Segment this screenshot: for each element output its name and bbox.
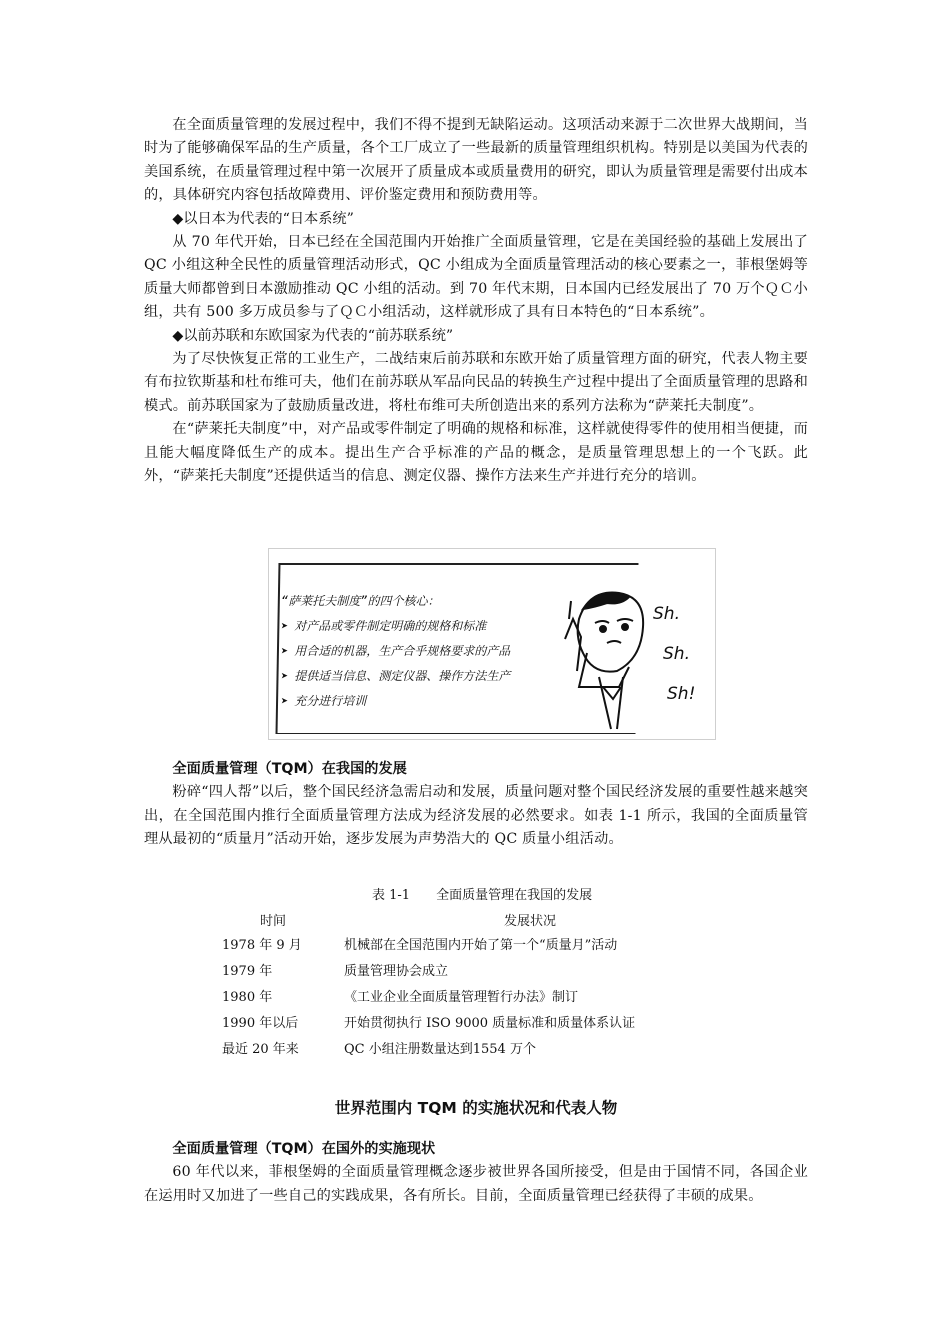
paragraph-soviet: 为了尽快恢复正常的工业生产，二战结束后前苏联和东欧开始了质量管理方面的研究，代表人物主要有布拉钦斯基和杜布维可夫，他们在前苏联从军品向民品的转换生产过程中提出了全面质量管理的思路和模式。前苏联国家为了鼓励质量改进，将杜布维可夫所创造出来的系列方法称为“萨莱托夫制度”。 [144,351,808,414]
figure-item: ➤ 对产品或零件制定明确的规格和标准 [281,619,487,633]
document-body [144,114,808,489]
paragraph-foreign: 60 年代以来，菲根堡姆的全面质量管理概念逐步被世界各国所接受，但是由于国情不同，各国企业在运用时又加进了一些自己的实践成果，各有所长。目前，全面质量管理已经获得了丰硕的成果。 [144,1164,808,1204]
cell-status: 《工业企业全面质量管理暂行办法》制订 [344,989,579,1005]
paragraph-domestic: 粉碎“四人帮”以后，整个国民经济急需启动和发展，质量问题对整个国民经济发展的重要性越来越突出，在全国范围内推行全面质量管理方法成为经济发展的必然要求。如表 1-1 所示，我国的全面质量管理从最初的“质量月”活动开始，逐步发展为声势浩大的 QC 质量小组活动。 [144,784,808,848]
bubble-text-2: Sh. [663,644,690,664]
bullet-soviet-system: ◆以前苏联和东欧国家为代表的“前苏联系统” [172,327,454,344]
figure-list [281,589,510,714]
cell-status: 机械部在全国范围内开始了第一个“质量月”活动 [344,937,618,953]
section-domestic [144,758,808,852]
cell-status: 质量管理协会成立 [344,963,449,979]
arrow-icon: ➤ [281,619,289,633]
figure-item: ➤ 提供适当信息、测定仪器、操作方法生产 [281,669,511,683]
paragraph-zero-defects: 在全面质量管理的发展过程中，我们不得不提到无缺陷运动。这项活动来源于二次世界大战期间，当时为了能够确保军品的生产质量，各个工厂成立了一些最新的质量管理组织机构。特别是以美国为代表的美国系统，在质量管理过程中第一次展开了质量成本或质量费用的研究，即认为质量管理是需要付出成本的，具体研究内容包括故障费用、评价鉴定费用和预防费用等。 [144,117,808,204]
cell-time: 最近 20 年来 [222,1041,299,1057]
section-title-world: 世界范围内 TQM 的实施状况和代表人物 [334,1099,618,1117]
arrow-icon: ➤ [281,669,289,683]
cell-status: 开始贯彻执行 ISO 9000 质量标准和质量体系认证 [344,1015,636,1031]
table-row [222,1034,704,1060]
figure-item: ➤ 用合适的机器，生产合乎规格要求的产品 [281,644,511,658]
heading-foreign-tqm: 全面质量管理（TQM）在国外的实施现状 [172,1141,436,1157]
cell-time: 1980 年 [222,989,273,1005]
header-status: 发展状况 [504,913,557,929]
cell-status: QC 小组注册数量达到1554 万个 [344,1041,536,1057]
bubble-text-3: Sh! [667,684,696,704]
table-row [222,930,704,956]
development-table [222,908,704,1060]
table-caption: 表 1-1 全面质量管理在我国的发展 [372,888,593,903]
cell-time: 1978 年 9 月 [222,937,302,953]
figure-title: “萨莱托夫制度”的四个核心： [281,594,440,608]
shushing-man-illustration [559,579,709,735]
bubble-text-1: Sh. [653,604,680,624]
figure-item: ➤ 充分进行培训 [281,694,367,708]
section-world [144,1096,808,1208]
paragraph-japan: 从 70 年代开始，日本已经在全国范围内开始推广全面质量管理，它是在美国经验的基础上发展出了 QC 小组这种全民性的质量管理活动形式，QC 小组成为全面质量管理活动的核心要素之一，菲根堡姆等质量大师都曾到日本激励推动 QC 小组的活动。到 70 年代末期，日本国内已经发展出了 70 万个ＱＣ小组，共有 500 多万成员参与了ＱＣ小组活动，这样就形成了具有日本特色的“日本系统”。 [144,234,808,321]
heading-domestic-tqm: 全面质量管理（TQM）在我国的发展 [172,761,407,777]
saratov-figure [268,548,716,740]
table-row [222,1008,704,1034]
bullet-japan-system: ◆以日本为代表的“日本系统” [172,210,354,227]
table-row [222,956,704,982]
table-header [222,908,704,930]
paragraph-saratov: 在“萨莱托夫制度”中，对产品或零件制定了明确的规格和标准，这样就使得零件的使用相当便捷，而且能大幅度降低生产的成本。提出生产合乎标准的产品的概念，是质量管理思想上的一个飞跃。此外，“萨莱托夫制度”还提供适当的信息、测定仪器、操作方法来生产并进行充分的培训。 [144,421,808,485]
cell-time: 1990 年以后 [222,1015,299,1031]
header-time: 时间 [260,913,287,929]
cell-time: 1979 年 [222,963,273,979]
table-row [222,982,704,1008]
arrow-icon: ➤ [281,694,289,708]
arrow-icon: ➤ [281,644,289,658]
